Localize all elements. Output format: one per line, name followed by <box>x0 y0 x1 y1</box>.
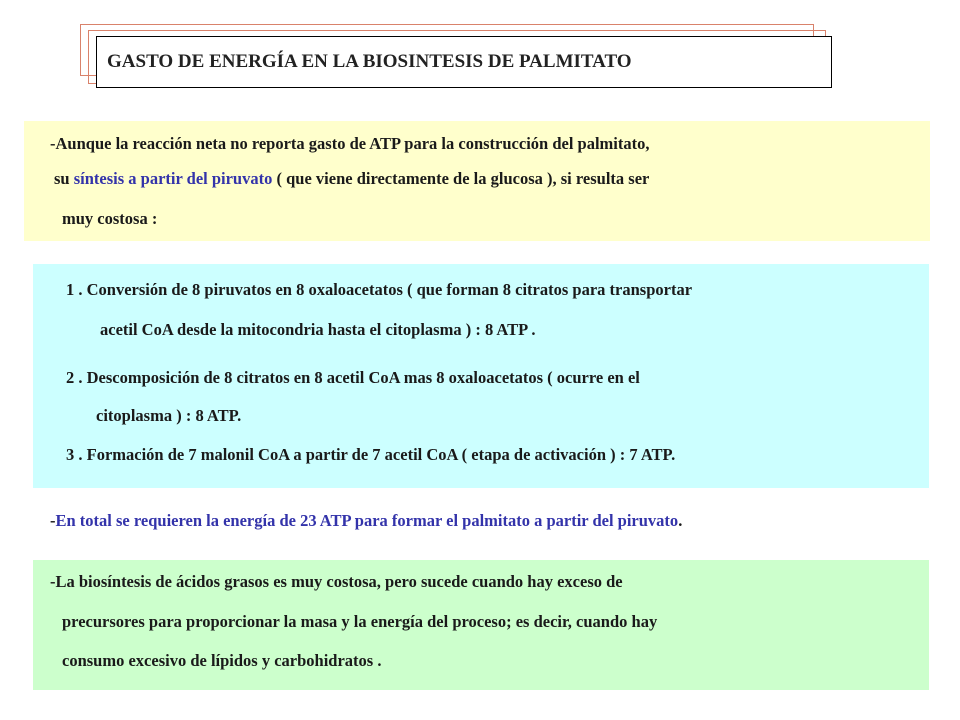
total-period: . <box>678 511 683 530</box>
step-1-line-2: acetil CoA desde la mitocondria hasta el citoplasma ) : 8 ATP . <box>100 320 536 339</box>
total-summary <box>50 511 682 531</box>
step-2-line-2: citoplasma ) : 8 ATP. <box>96 406 242 425</box>
closing-box <box>33 560 929 690</box>
step-1-line-1: 1 . Conversión de 8 piruvatos en 8 oxaloacetatos ( que forman 8 citratos para transportar <box>66 280 693 299</box>
page-title: GASTO DE ENERGÍA EN LA BIOSINTESIS DE PALMITATO <box>96 36 832 88</box>
intro-box <box>24 121 930 241</box>
intro-highlight: síntesis a partir del piruvato <box>73 169 273 188</box>
closing-line-3: consumo excesivo de lípidos y carbohidratos . <box>62 651 382 670</box>
step-2-line-1: 2 . Descomposición de 8 citratos en 8 acetil CoA mas 8 oxaloacetatos ( ocurre en el <box>66 368 640 387</box>
total-dash: - <box>50 511 56 530</box>
closing-line-2: precursores para proporcionar la masa y la energía del proceso; es decir, cuando hay <box>62 612 658 631</box>
steps-box <box>33 264 929 488</box>
intro-line-3: muy costosa : <box>62 209 158 228</box>
intro-line-1: -Aunque la reacción neta no reporta gasto de ATP para la construcción del palmitato, <box>50 134 650 153</box>
intro-line-2-post: ( que viene directamente de la glucosa ), si resulta ser <box>272 169 650 188</box>
intro-line-2 <box>54 169 649 189</box>
intro-line-2-pre: su <box>54 169 74 188</box>
closing-line-1: -La biosíntesis de ácidos grasos es muy costosa, pero sucede cuando hay exceso de <box>50 572 623 591</box>
step-3-line-1: 3 . Formación de 7 malonil CoA a partir de 7 acetil CoA ( etapa de activación ) : 7 ATP. <box>66 445 676 464</box>
total-text: En total se requieren la energía de 23 ATP para formar el palmitato a partir del piruvato <box>55 511 679 530</box>
